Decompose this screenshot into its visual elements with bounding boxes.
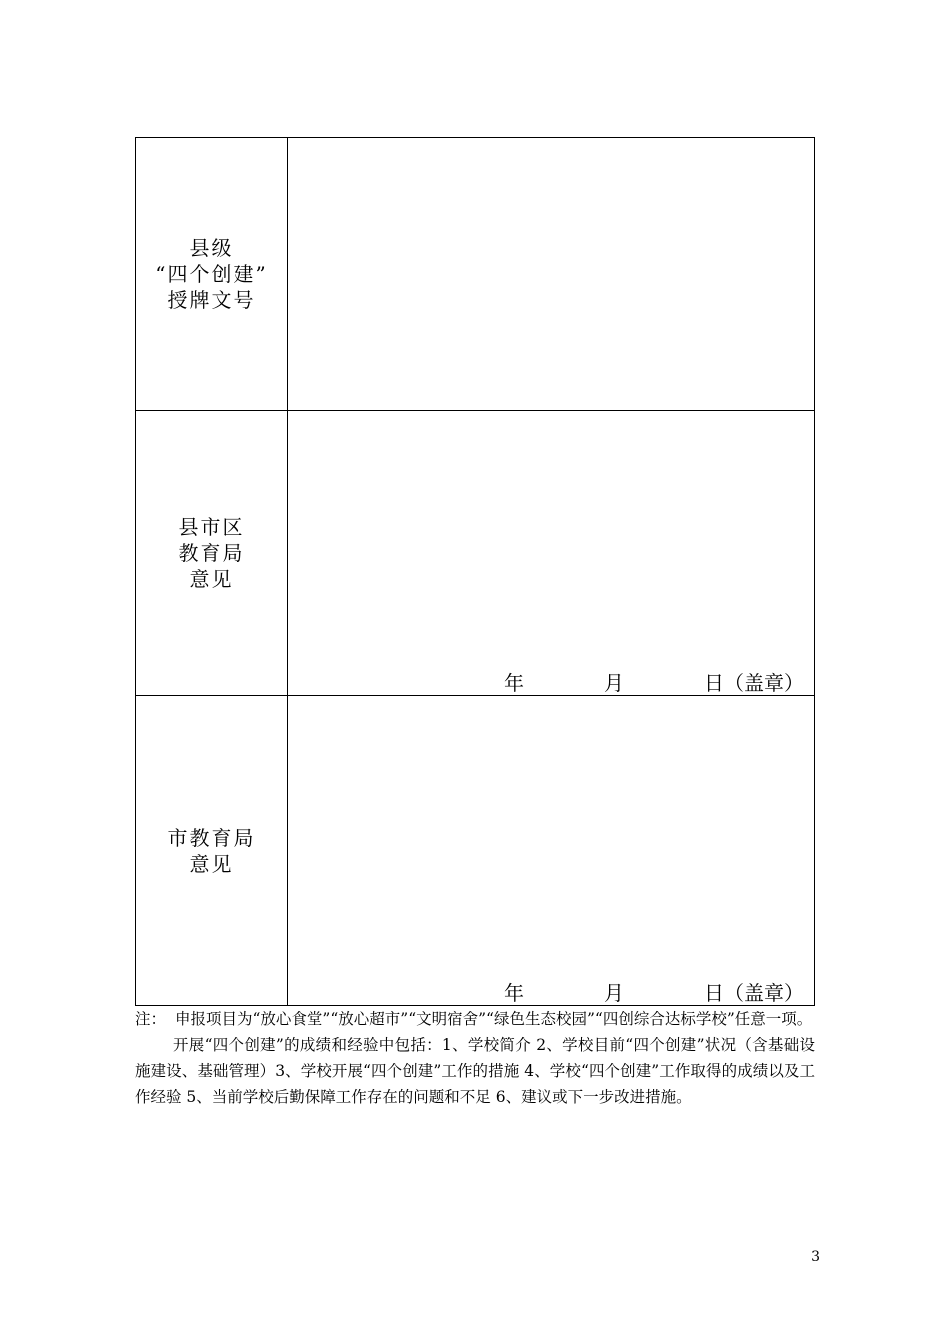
label-line: 意见 xyxy=(189,851,234,876)
label-line: 市教育局 xyxy=(167,825,256,850)
row-label-county-bureau-opinion xyxy=(136,411,288,696)
table-row-city-bureau-opinion xyxy=(136,696,815,1006)
table-row-county-license xyxy=(136,138,815,411)
note-prefix: 注： xyxy=(135,1010,167,1028)
note-paragraph-1 xyxy=(135,1006,815,1032)
note-text-1: 申报项目为“放心食堂”“放心超市”“文明宿舍”“绿色生态校园”“四创综合达标学校”任意一项。 xyxy=(175,1010,813,1028)
label-line: 县市区 xyxy=(178,515,245,539)
page-number: 3 xyxy=(811,1249,820,1265)
date-seal-line xyxy=(504,671,804,695)
content-cell-county-bureau-opinion xyxy=(288,411,815,696)
label-line: “四个创建” xyxy=(155,262,268,286)
date-month: 月 xyxy=(604,981,624,1005)
date-day-seal: 日（盖章） xyxy=(704,981,804,1005)
label-line: 县级 xyxy=(189,236,234,260)
row-label-county-license xyxy=(136,138,288,411)
note-text-2: 开展“四个创建”的成绩和经验中包括：1、学校简介 2、学校目前“四个创建”状况（含基础设施建设、基础管理）3、学校开展“四个创建”工作的措施 4、学校“四个创建”工作取得的成绩以及工作经验 5、当前学校后勤保障工作存在的问题和不足 6、建议或下一步改进措施。 xyxy=(135,1036,815,1106)
date-month: 月 xyxy=(604,671,624,695)
content-cell-city-bureau-opinion xyxy=(288,696,815,1006)
table-row-county-bureau-opinion xyxy=(136,411,815,696)
date-year: 年 xyxy=(504,981,524,1005)
date-seal-line xyxy=(504,981,804,1005)
note-paragraph-2 xyxy=(135,1032,815,1110)
date-year: 年 xyxy=(504,671,524,695)
content-cell-county-license xyxy=(288,138,815,411)
label-line: 意见 xyxy=(189,567,234,591)
label-line: 教育局 xyxy=(178,541,245,565)
notes-section xyxy=(135,1006,815,1110)
row-label-city-bureau-opinion xyxy=(136,696,288,1006)
application-form-table xyxy=(135,137,815,1006)
label-line: 授牌文号 xyxy=(167,288,256,312)
date-day-seal: 日（盖章） xyxy=(704,671,804,695)
